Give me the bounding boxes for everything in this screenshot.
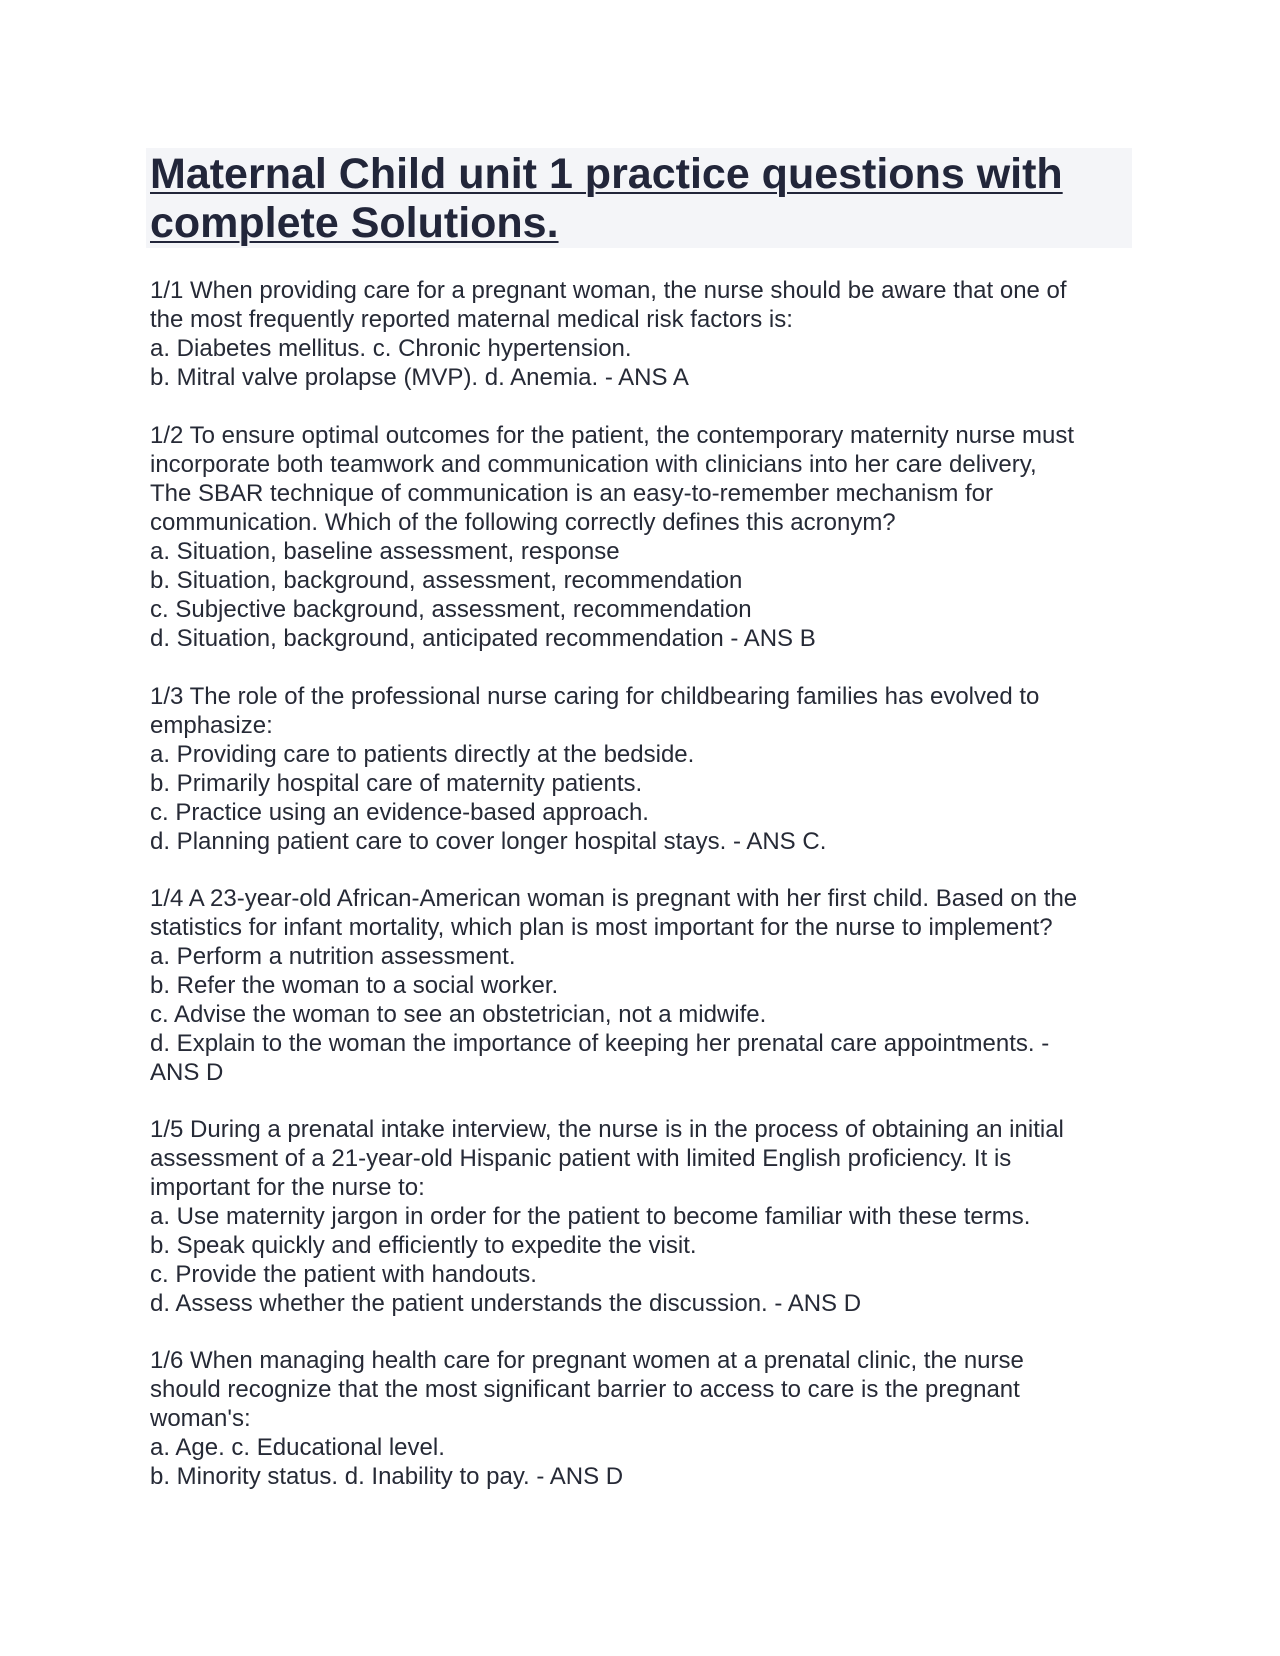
question-5-line: important for the nurse to: bbox=[150, 1174, 425, 1201]
question-6-line: woman's: bbox=[150, 1405, 251, 1432]
question-1 bbox=[150, 276, 1140, 392]
question-3-option: c. Practice using an evidence-based approach. bbox=[150, 799, 649, 826]
question-3-line: 1/3 The role of the professional nurse caring for childbearing families has evolved to bbox=[150, 683, 1040, 710]
question-3-option: b. Primarily hospital care of maternity patients. bbox=[150, 770, 643, 797]
question-2-option: d. Situation, background, anticipated recommendation - ANS B bbox=[150, 625, 816, 652]
question-4-option: b. Refer the woman to a social worker. bbox=[150, 972, 559, 999]
question-1-option: a. Diabetes mellitus. c. Chronic hypertension. bbox=[150, 335, 632, 362]
question-2-option: c. Subjective background, assessment, recommendation bbox=[150, 596, 752, 623]
question-5-option: b. Speak quickly and efficiently to expedite the visit. bbox=[150, 1232, 697, 1259]
question-3-option: a. Providing care to patients directly at the bedside. bbox=[150, 741, 695, 768]
question-6 bbox=[150, 1346, 1140, 1491]
question-1-line: 1/1 When providing care for a pregnant woman, the nurse should be aware that one of bbox=[150, 277, 1067, 304]
question-4-option: d. Explain to the woman the importance of keeping her prenatal care appointments. - bbox=[150, 1030, 1050, 1057]
question-3-line: emphasize: bbox=[150, 712, 273, 739]
question-5-option: a. Use maternity jargon in order for the patient to become familiar with these terms. bbox=[150, 1203, 1031, 1230]
question-4-option: a. Perform a nutrition assessment. bbox=[150, 943, 516, 970]
title-line-2: complete Solutions. bbox=[150, 199, 559, 247]
question-6-line: should recognize that the most significant barrier to access to care is the pregnant bbox=[150, 1376, 1020, 1403]
question-3 bbox=[150, 682, 1140, 856]
question-5-line: assessment of a 21-year-old Hispanic patient with limited English proficiency. It is bbox=[150, 1145, 1012, 1172]
question-4-line: statistics for infant mortality, which plan is most important for the nurse to implement? bbox=[150, 914, 1053, 941]
question-1-option: b. Mitral valve prolapse (MVP). d. Anemia. - ANS A bbox=[150, 364, 689, 391]
question-5-option: d. Assess whether the patient understands the discussion. - ANS D bbox=[150, 1290, 862, 1317]
question-1-line: the most frequently reported maternal medical risk factors is: bbox=[150, 306, 793, 333]
question-2-option: a. Situation, baseline assessment, response bbox=[150, 538, 620, 565]
question-5-option: c. Provide the patient with handouts. bbox=[150, 1261, 537, 1288]
question-5-line: 1/5 During a prenatal intake interview, the nurse is in the process of obtaining an initial bbox=[150, 1116, 1064, 1143]
question-3-option: d. Planning patient care to cover longer hospital stays. - ANS C. bbox=[150, 828, 827, 855]
question-2-line: The SBAR technique of communication is an easy-to-remember mechanism for bbox=[150, 480, 994, 507]
question-2-line: 1/2 To ensure optimal outcomes for the patient, the contemporary maternity nurse must bbox=[150, 422, 1075, 449]
question-4-option: c. Advise the woman to see an obstetrician, not a midwife. bbox=[150, 1001, 767, 1028]
question-6-line: 1/6 When managing health care for pregnant women at a prenatal clinic, the nurse bbox=[150, 1347, 1024, 1374]
question-5 bbox=[150, 1115, 1140, 1318]
question-2-line: communication. Which of the following correctly defines this acronym? bbox=[150, 509, 896, 536]
title-line-1: Maternal Child unit 1 practice questions with bbox=[150, 150, 1063, 198]
question-2 bbox=[150, 421, 1140, 653]
question-6-option: b. Minority status. d. Inability to pay. - ANS D bbox=[150, 1463, 624, 1490]
question-6-option: a. Age. c. Educational level. bbox=[150, 1434, 445, 1461]
question-2-option: b. Situation, background, assessment, recommendation bbox=[150, 567, 743, 594]
question-4-line: 1/4 A 23-year-old African-American woman is pregnant with her first child. Based on the bbox=[150, 885, 1078, 912]
page-title bbox=[150, 150, 1140, 248]
question-2-line: incorporate both teamwork and communication with clinicians into her care delivery, bbox=[150, 451, 1037, 478]
question-4-answer: ANS D bbox=[150, 1059, 224, 1086]
question-4 bbox=[150, 884, 1140, 1087]
